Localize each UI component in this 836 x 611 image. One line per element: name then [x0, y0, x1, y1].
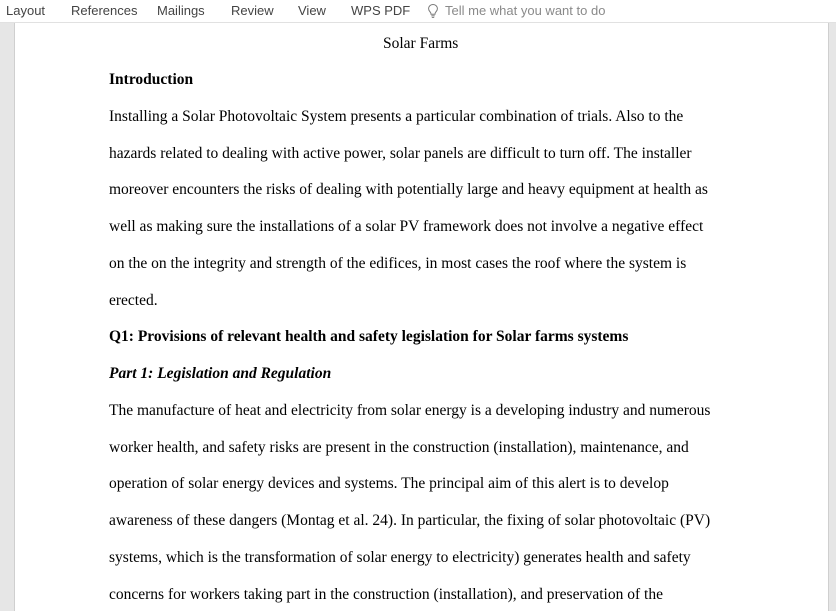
intro-line: well as making sure the installations of a solar PV framework does not involve a negative effect — [109, 218, 704, 235]
tab-wps-pdf[interactable]: WPS PDF — [351, 3, 411, 18]
tab-layout[interactable]: Layout — [6, 3, 46, 18]
part1-line: operation of solar energy devices and systems. The principal aim of this alert is to develop — [109, 475, 669, 492]
ribbon-tab-bar — [0, 0, 836, 23]
tell-me-placeholder: Tell me what you want to do — [445, 3, 606, 18]
intro-line: Installing a Solar Photovoltaic System presents a particular combination of trials. Also to the — [109, 108, 684, 125]
intro-line: hazards related to dealing with active power, solar panels are difficult to turn off. The installer — [109, 145, 692, 162]
tab-references[interactable]: References — [71, 3, 138, 18]
part1-line: The manufacture of heat and electricity from solar energy is a developing industry and numerous — [109, 402, 711, 419]
part1-line: worker health, and safety risks are present in the construction (installation), maintenance, and — [109, 439, 689, 456]
tab-review[interactable]: Review — [231, 3, 274, 18]
intro-line: moreover encounters the risks of dealing with potentially large and heavy equipment at health as — [109, 181, 708, 198]
intro-line: erected. — [109, 292, 158, 309]
part1-line: concerns for workers taking part in the construction (installation), and preservation of the — [109, 586, 663, 603]
part1-heading: Part 1: Legislation and Regulation — [109, 365, 332, 382]
introduction-heading: Introduction — [109, 71, 194, 88]
part1-line: systems, which is the transformation of solar energy to electricity) generates health and safety — [109, 549, 691, 566]
intro-line: on the on the integrity and strength of the edifices, in most cases the roof where the system is — [109, 255, 687, 272]
tab-mailings[interactable]: Mailings — [157, 3, 205, 18]
tab-view[interactable]: View — [298, 3, 326, 18]
part1-line: awareness of these dangers (Montag et al. 24). In particular, the fixing of solar photovoltaic (PV) — [109, 512, 711, 529]
document-page[interactable] — [14, 23, 829, 611]
document-title: Solar Farms — [383, 35, 459, 52]
lightbulb-icon — [427, 3, 439, 19]
q1-heading: Q1: Provisions of relevant health and safety legislation for Solar farms systems — [109, 328, 629, 345]
